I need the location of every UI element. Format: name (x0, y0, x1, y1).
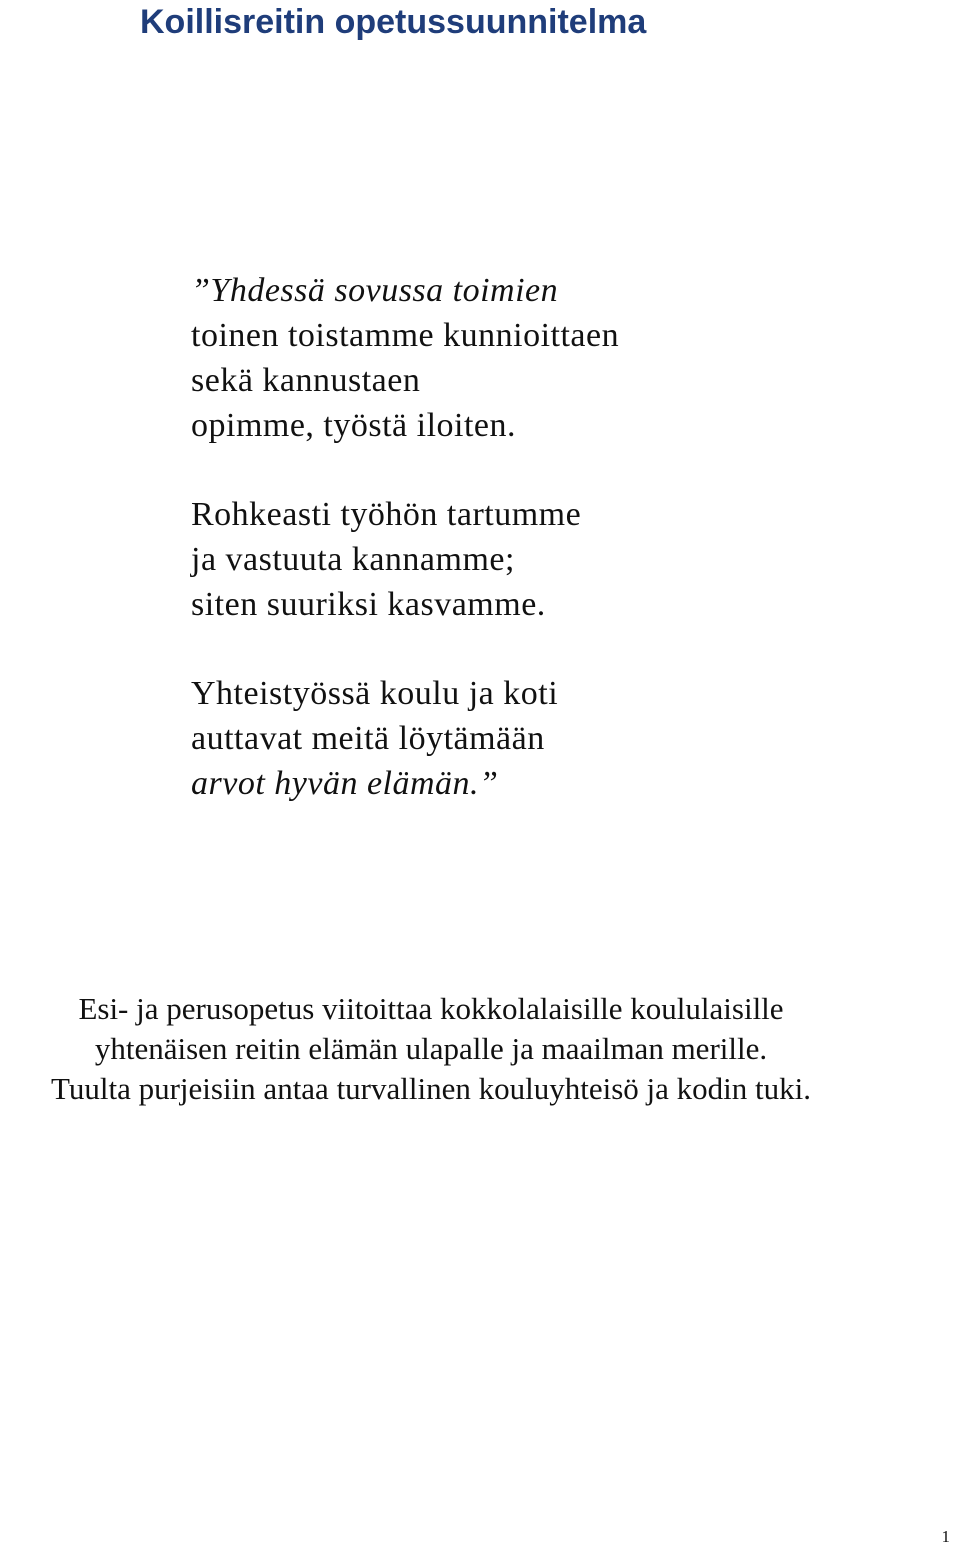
poem-line: Yhteistyössä koulu ja koti (191, 675, 559, 712)
poem-line: auttavat meitä löytämään (191, 720, 545, 757)
document-title: Koillisreitin opetussuunnitelma (140, 3, 647, 41)
poem-line: opimme, työstä iloiten. (191, 407, 517, 444)
intro-line: Esi- ja perusopetus viitoittaa kokkolalaisille koululaisille (78, 991, 784, 1026)
poem-line: siten suuriksi kasvamme. (191, 586, 546, 623)
poem-stanza-3 (191, 671, 619, 806)
intro-paragraph (0, 989, 862, 1109)
poem-line: ja vastuuta kannamme; (191, 541, 515, 578)
poem-line: sekä kannustaen (191, 362, 421, 399)
poem-line: ”Yhdessä sovussa toimien (191, 272, 559, 309)
intro-line: Tuulta purjeisiin antaa turvallinen kouluyhteisö ja kodin tuki. (51, 1071, 811, 1106)
intro-line: yhtenäisen reitin elämän ulapalle ja maailman merille. (94, 1031, 768, 1066)
poem-line: toinen toistamme kunnioittaen (191, 317, 620, 354)
poem-line: arvot hyvän elämän.” (191, 765, 499, 802)
motto-poem (191, 268, 619, 850)
poem-stanza-2 (191, 492, 619, 627)
page-number: 1 (941, 1527, 950, 1546)
poem-stanza-1 (191, 268, 619, 448)
poem-line: Rohkeasti työhön tartumme (191, 496, 582, 533)
